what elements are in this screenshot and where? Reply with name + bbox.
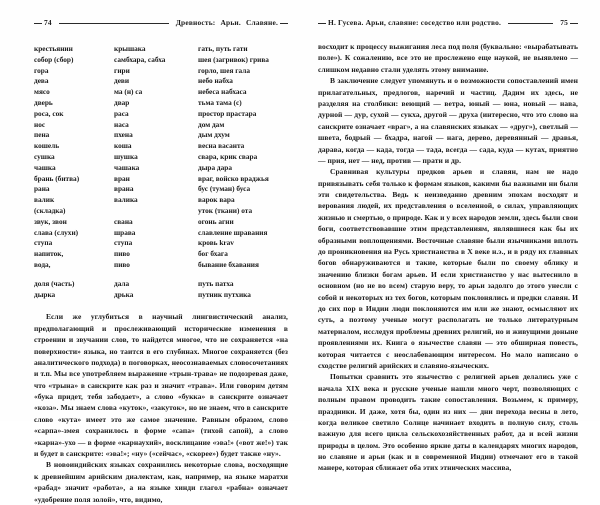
russian-word: ступа — [34, 238, 53, 248]
running-title-word-1: Древность: — [175, 17, 216, 27]
spacer-cell — [198, 271, 288, 279]
russian-word: кошель — [34, 141, 60, 151]
table-row — [34, 44, 288, 55]
russian-word: доля (часть) — [34, 278, 75, 288]
sanskrit-word: валика — [114, 195, 138, 205]
paired-gloss: огонь агни — [198, 216, 234, 226]
paired-gloss: шея (загривок) грива — [198, 54, 269, 64]
rule-tick-right — [280, 23, 288, 24]
right-folio-number: 75 — [560, 17, 568, 27]
table-row — [34, 249, 288, 260]
paired-gloss: весна васанта — [198, 141, 245, 151]
russian-word: брань (битва) — [34, 173, 80, 183]
russian-word: звук, звон — [34, 216, 67, 226]
right-body-text — [318, 41, 578, 474]
paired-gloss: путник путхика — [198, 289, 251, 299]
table-row — [34, 184, 288, 195]
russian-word: валик — [34, 195, 55, 205]
russian-word: крестьянин — [34, 44, 73, 53]
table-row — [34, 141, 288, 152]
spacer-cell — [114, 271, 198, 279]
running-head-rule — [59, 23, 169, 24]
table-row — [34, 206, 288, 217]
right-page — [300, 0, 600, 473]
paragraph: Если же углубиться в научный лингвистический анализ, предполагающий и прослеживающий исторические изменения в строении и звучании слов, то найдется многое, что не сохраняется «на поверхности» языка, но таится в его глубинах. Многое сохраняется (без аналитического подхода) в поговорках, неосознаваемых словосочетаниях и т.п. Мы все употребляем выражение «трын-трава» не подозревая даже, что «трына» в санскрите как раз и значит «трава». Или говорим детям «бука придет, тебя забодает», а слово «букка» в санскрите означает «коза». Мы знаем слова «куток», «закуток», но не знаем, что в санскрите слово «кута» имеет это же самое значение. Равным образом, слово «сарпа»-змея сохранилось в форме «сапа» (тихой сапой), а слово «карна»-ухо — в форме «карнаухий», восклицание «эва!» («вот же!») так и будет в санскрите: «эва!»; «ну» («сейчас», «скорее») будет также «ну». — [34, 312, 288, 459]
sanskrit-word: наса — [114, 119, 129, 129]
sanskrit-word: пиво — [114, 249, 130, 259]
right-running-head — [318, 16, 578, 28]
paired-gloss: горло, шея гала — [198, 65, 250, 75]
sanskrit-word — [114, 206, 198, 217]
sanskrit-word: пиво — [114, 259, 130, 269]
paragraph: В новоиндийских языках сохранились некоторые слова, восходящие к древнейшим арийским диалектам, как, например, на языке маратхи «рабад» значит «работа», а на языке хинди глагол «рабна» означает «удобрение поля золой», что, видимо, — [34, 460, 288, 504]
sanskrit-word: дала — [114, 278, 130, 288]
table-row — [34, 66, 288, 77]
table-row — [34, 163, 288, 174]
table-row — [34, 76, 288, 87]
right-running-title: Н. Гусева. Арьи, славяне: соседство или родство. — [328, 17, 502, 27]
russian-word: дева — [34, 76, 49, 86]
left-running-title — [174, 18, 280, 27]
russian-word: рана — [34, 184, 50, 194]
paired-gloss: гать, путь гати — [198, 44, 248, 53]
sanskrit-word: коша — [114, 141, 132, 151]
running-title-word-2: Арьи. — [220, 17, 241, 27]
sanskrit-word: вран — [114, 173, 130, 183]
russian-word: дверь — [34, 97, 53, 107]
paired-gloss: славление шравания — [198, 227, 268, 237]
russian-word: роса, сок — [34, 108, 64, 118]
table-spacer-row — [34, 271, 288, 279]
russian-word: чашка — [34, 162, 56, 172]
table-row — [34, 55, 288, 66]
paired-gloss: враг, войско враджья — [198, 173, 269, 183]
sanskrit-word: ступа — [114, 238, 133, 248]
rule-tick-right — [570, 23, 578, 24]
paragraph: В заключение следует упомянуть и о возможности сопоставлений имен прилагательных, предлогов, наречий и частиц. Дадим их здесь, не разделяя на столбики: веющий — ветра, юный — юна, новый — нава, дурной — дур, сухой — сукха, другой — друха (интересно, что это слово на санскрите означает «враг», а на славянских языках — «друг»), светлый — швета, бодрый — бхадра, нагой — нага, дерево, деревянный — дравья, дарава, когда — када, тогда — тада, всегда — сада, куда — кутах, приятно — прия, нет — нед, против — прати и др. — [318, 76, 578, 165]
table-row — [34, 174, 288, 185]
russian-word: нос — [34, 119, 46, 129]
sanskrit-word: шушка — [114, 151, 138, 161]
sanskrit-word: чашака — [114, 162, 140, 172]
paired-gloss: путь патха — [198, 278, 234, 288]
paired-gloss: кровь krav — [198, 238, 234, 248]
left-folio-number: 74 — [44, 17, 52, 27]
russian-word: гора — [34, 65, 49, 75]
russian-word: (складка) — [34, 205, 66, 215]
sanskrit-word: ма (н) са — [114, 87, 143, 97]
table-row — [34, 130, 288, 141]
paired-gloss: варок вара — [198, 195, 235, 205]
table-row — [34, 279, 288, 290]
sanskrit-word: шрава — [114, 227, 136, 237]
russian-word: пена — [34, 130, 50, 140]
paired-gloss: уток (ткани) ота — [198, 205, 253, 215]
sanskrit-word: крышака — [114, 44, 146, 53]
russian-word: сушка — [34, 151, 55, 161]
left-body-text — [34, 311, 288, 505]
paired-gloss: небо набха — [198, 76, 233, 86]
paired-gloss: свара, крик свара — [198, 151, 258, 161]
comparative-word-table — [34, 44, 288, 300]
rule-tick-left — [318, 23, 326, 24]
paragraph: Попытки сравнить это язычество с религией арьев делались уже с начала XIX века и русские ученые нашли много черт, позволяющих с полным правом проводить такие сопоставления. Возьмем, к примеру, праздники. И даже, хотя бы, один из них — дни перехода весны в лето, когда великое светило Солнце начинает входить в полную силу, столь важную для всего цикла сельскохозяйственных работ, да и всей жизни природы в целом. Это особенно яркие даты в календарях многих народов, но славяне и арьи (как и в современной Индии) отмечают его в такой манере, которая сближает оба этих этнических массива, — [318, 372, 578, 473]
sanskrit-word: дрька — [114, 289, 134, 299]
table-row — [34, 120, 288, 131]
running-title-word-3: Славяне. — [245, 17, 278, 27]
paragraph: Сравнивая культуры предков арьев и славян, нам не надо привязывать себя только к формам языков, какими бы важными ни были эти свидетельства. Ведь к неизведанно древним эпохам восходят и верования людей, их представления о вселенной, о силах, управляющих жизнью и смертью, о природе. Как и у всех народов земли, здесь были свои боги, соответствовавшие этим представлениям, являвшиеся как бы их образными воплощениями. Восточные славяне были язычниками вплоть до проникновения на Русь христианства в Х веке н.э., и в ряду их главных богов обнаруживаются и такие, которые были по своему облику и значению близки богам арьев. И если христианство у нас вытеснило в основном (но не во всем) старую веру, то арьи задолго до этого унесли с собой и некоторых из тех богов, которым поклонялись и предки славян. И до сих пор в Индии люди поклоняются им или же знают, осмысляют их суть, а поэтому ученые могут располагать не только литературным материалом, исследуя проблемы древних религий, но и живущими доныне проявлениями их. Книга о язычестве славян — это обширная повесть, которая читается с неослабевающим интересом. Но мало написано о сходстве религий арийских и славяно-языческих. — [318, 167, 578, 370]
table-row — [34, 87, 288, 98]
sanskrit-word: врана — [114, 184, 134, 194]
paired-gloss: дым дхум — [198, 130, 230, 140]
spacer-cell — [34, 271, 114, 279]
russian-word: слава (слухи) — [34, 227, 79, 237]
russian-word: мясо — [34, 87, 50, 97]
russian-word: дырка — [34, 289, 56, 299]
russian-word: собор (сбор) — [34, 54, 74, 64]
paragraph: восходит к процессу выжигания леса под поля (буквально: «вырабатывать поле»). К сожалению, все это не прослежено еще наукой, не выявлено — слишком недавно стали уделять этому внимание. — [318, 42, 578, 74]
paired-gloss: бус (туман) буса — [198, 184, 251, 194]
table-row — [34, 217, 288, 228]
paired-gloss: простор прастара — [198, 108, 257, 118]
sanskrit-word: двар — [114, 97, 130, 107]
table-row — [34, 109, 288, 120]
paired-gloss: дыра дара — [198, 162, 232, 172]
paired-gloss: тьма тама (с) — [198, 97, 242, 107]
left-running-head — [34, 16, 288, 28]
sanskrit-word: гири — [114, 65, 130, 75]
sanskrit-word: самбхара, сабха — [114, 54, 166, 64]
sanskrit-word: свана — [114, 216, 133, 226]
paired-gloss: небеса набхаса — [198, 87, 247, 97]
table-row — [34, 238, 288, 249]
sanskrit-word: деви — [114, 76, 130, 86]
paired-gloss: бывание бхавания — [198, 259, 259, 269]
sanskrit-word: раса — [114, 108, 129, 118]
table-row — [34, 152, 288, 163]
table-row — [34, 260, 288, 271]
running-head-rule — [508, 23, 553, 24]
russian-word: напиток, — [34, 249, 64, 259]
table-row — [34, 290, 288, 301]
left-page — [0, 0, 300, 504]
paired-gloss: бог бхага — [198, 249, 228, 259]
table-row — [34, 195, 288, 206]
table-row — [34, 98, 288, 109]
word-table-body — [34, 44, 288, 300]
russian-word: вода, — [34, 259, 51, 269]
rule-tick-left — [34, 23, 42, 24]
table-row — [34, 228, 288, 239]
paired-gloss: дом дам — [198, 119, 225, 129]
sanskrit-word: пхена — [114, 130, 133, 140]
